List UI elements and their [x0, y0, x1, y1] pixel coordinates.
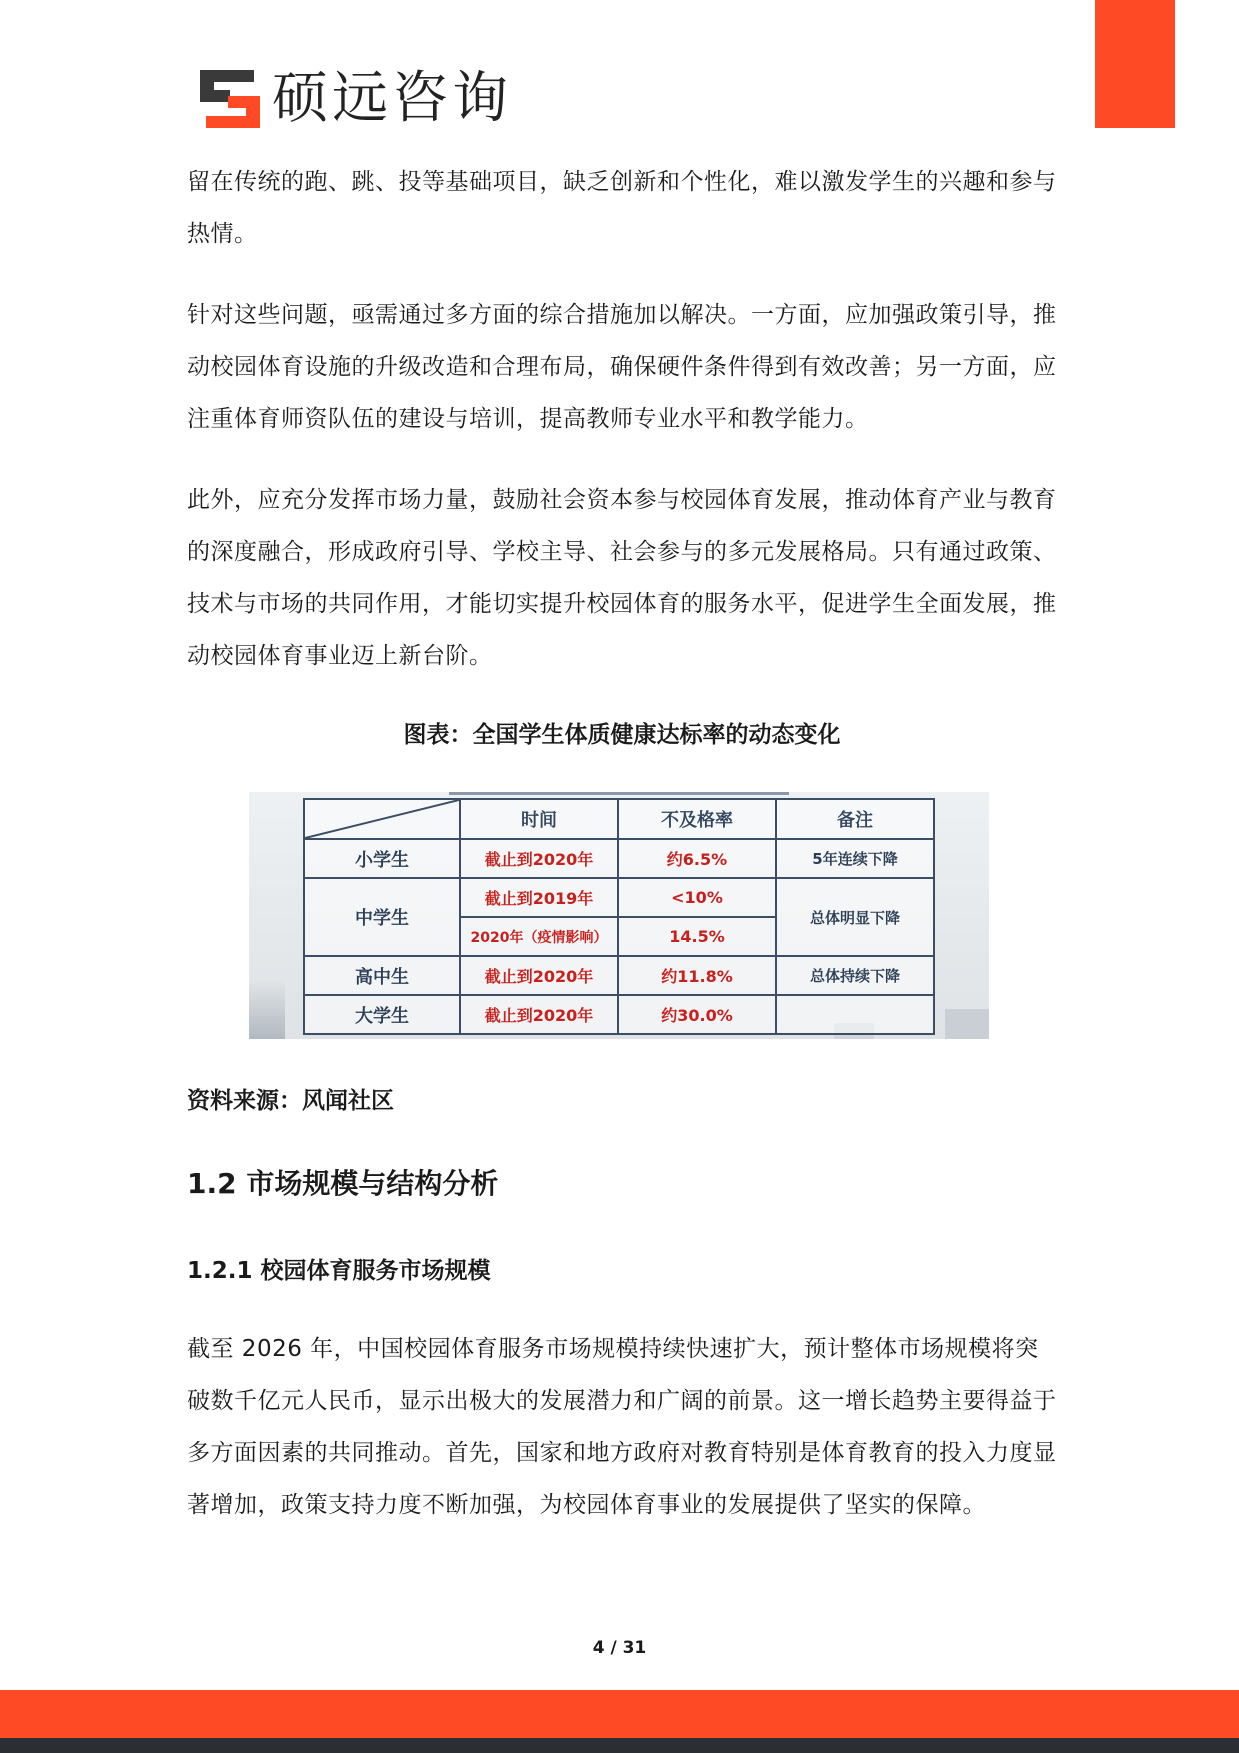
- decorative-building: [945, 1009, 989, 1039]
- table-row: [304, 839, 934, 878]
- figure-source: 资料来源：风闻社区: [187, 1088, 394, 1114]
- cell-rate: <10%: [618, 878, 776, 917]
- cell-note: [776, 995, 934, 1034]
- cell-time: 截止到2020年: [460, 956, 618, 995]
- page-number: 4 / 31: [592, 1638, 647, 1658]
- cell-time: 截止到2020年: [460, 839, 618, 878]
- table-header-row: [304, 799, 934, 839]
- table-row: [304, 956, 934, 995]
- footer-dark-strip: [0, 1738, 1239, 1753]
- cell-group: 大学生: [304, 995, 460, 1034]
- cell-rate: 约11.8%: [618, 956, 776, 995]
- section-paragraph: 截至 2026 年，中国校园体育服务市场规模持续快速扩大，预计整体市场规模将突破数千亿元人民币，显示出极大的发展潜力和广阔的前景。这一增长趋势主要得益于多方面因素的共同推动。首先，国家和地方政府对教育特别是体育教育的投入力度显著增加，政策支持力度不断加强，为校园体育事业的发展提供了坚实的保障。: [187, 1336, 1057, 1518]
- cell-note: 总体持续下降: [776, 956, 934, 995]
- cell-time: 截止到2019年: [460, 878, 618, 917]
- header-time: 时间: [460, 799, 618, 839]
- section-heading: 1.2 市场规模与结构分析: [187, 1167, 499, 1200]
- header-fail-rate: 不及格率: [618, 799, 776, 839]
- pass-rate-table: [303, 798, 935, 1035]
- paragraph-1: 留在传统的跑、跳、投等基础项目，缺乏创新和个性化，难以激发学生的兴趣和参与热情。: [187, 169, 1057, 247]
- decorative-line: [449, 792, 789, 795]
- cell-time: 2020年（疫情影响）: [460, 917, 618, 956]
- logo-mark-icon: [200, 70, 260, 128]
- cell-rate: 14.5%: [618, 917, 776, 956]
- cell-note: 5年连续下降: [776, 839, 934, 878]
- subsection-heading: 1.2.1 校园体育服务市场规模: [187, 1258, 491, 1284]
- paragraph-2: 针对这些问题，亟需通过多方面的综合措施加以解决。一方面，应加强政策引导，推动校园体育设施的升级改造和合理布局，确保硬件条件得到有效改善；另一方面，应注重体育师资队伍的建设与培训，提高教师专业水平和教学能力。: [187, 302, 1057, 432]
- header-note: 备注: [776, 799, 934, 839]
- table-image: [249, 792, 989, 1039]
- cell-group: 中学生: [304, 878, 460, 956]
- table-corner-cell: [304, 799, 460, 839]
- brand-name: 硕远咨询: [272, 66, 512, 131]
- cell-time: 截止到2020年: [460, 995, 618, 1034]
- cell-group: 高中生: [304, 956, 460, 995]
- cell-group: 小学生: [304, 839, 460, 878]
- cell-note: 总体明显下降: [776, 878, 934, 956]
- decorative-tree: [249, 979, 285, 1039]
- figure-caption: 图表：全国学生体质健康达标率的动态变化: [403, 722, 841, 748]
- cell-rate: 约30.0%: [618, 995, 776, 1034]
- paragraph-3: 此外，应充分发挥市场力量，鼓励社会资本参与校园体育发展，推动体育产业与教育的深度融合，形成政府引导、学校主导、社会参与的多元发展格局。只有通过政策、技术与市场的共同作用，才能切实提升校园体育的服务水平，促进学生全面发展，推动校园体育事业迈上新台阶。: [187, 487, 1057, 669]
- table-row: [304, 995, 934, 1034]
- brand-logo: [200, 68, 512, 130]
- cell-rate: 约6.5%: [618, 839, 776, 878]
- footer-accent-bar: [0, 1690, 1239, 1738]
- corner-accent-tab: [1095, 0, 1175, 128]
- table-row: [304, 878, 934, 917]
